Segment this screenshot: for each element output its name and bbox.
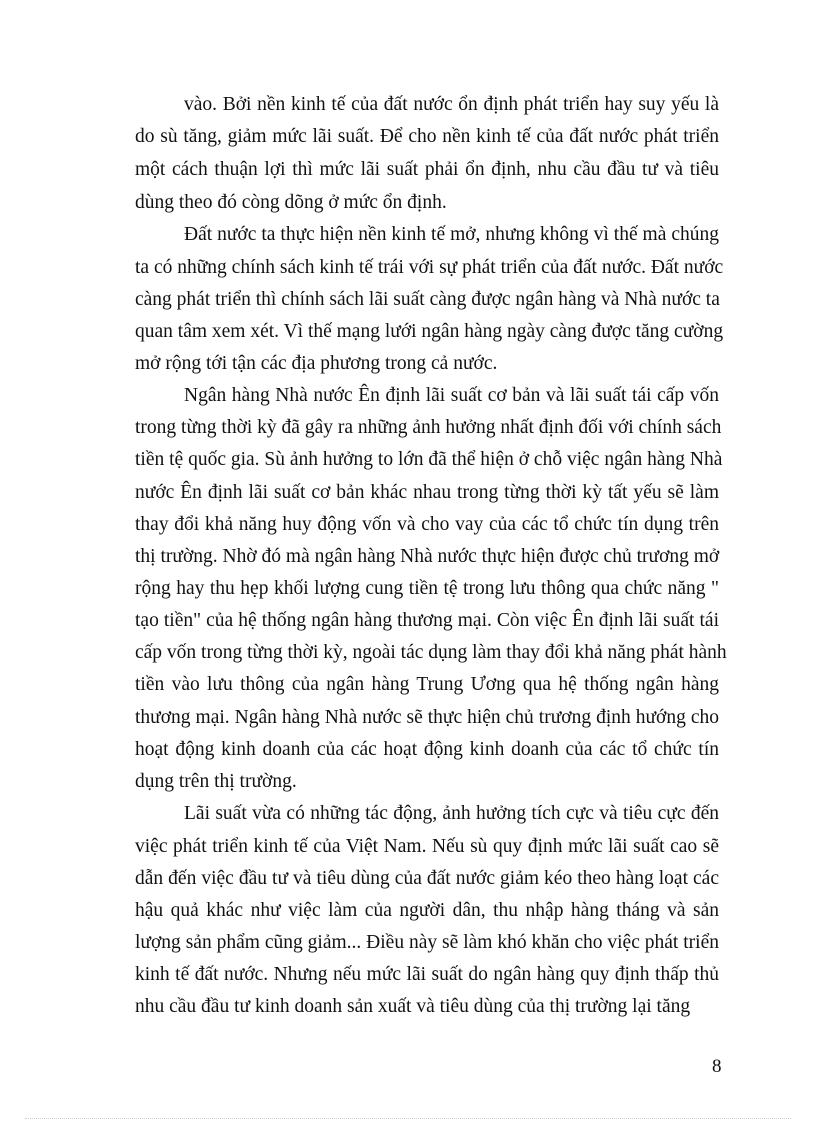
text-line: dẫn đến việc đầu tư và tiêu dùng của đất nước giảm kéo theo hàng loạt các <box>135 868 719 889</box>
text-line: việc phát triển kinh tế của Việt Nam. Nếu sù quy định mức lãi suất cao sẽ <box>135 836 719 857</box>
text-line: lượng sản phẩm cũng giảm... Điều này sẽ làm khó khăn cho việc phát triển <box>135 932 719 953</box>
text-line: vào. Bởi nền kinh tế của đất nước ổn định phát triển hay suy yếu là <box>184 94 719 115</box>
text-line: thay đổi khả năng huy động vốn và cho vay của các tổ chức tín dụng trên <box>135 514 719 535</box>
text-line: tiền tệ quốc gia. Sù ảnh hưởng to lớn đã thể hiện ở chỗ việc ngân hàng Nhà <box>135 449 723 470</box>
text-line: dụng trên thị trường. <box>135 771 297 792</box>
text-line: Đất nước ta thực hiện nền kinh tế mở, nhưng không vì thế mà chúng <box>184 224 719 245</box>
text-line: thương mại. Ngân hàng Nhà nước sẽ thực hiện chủ trương định hướng cho <box>135 707 719 728</box>
text-line: tạo tiền" của hệ thống ngân hàng thương mại. Còn việc Ên định lãi suất tái <box>135 610 719 631</box>
text-line: nhu cầu đầu tư kinh doanh sản xuất và tiêu dùng của thị trường lại tăng <box>135 996 691 1017</box>
text-line: thị trường. Nhờ đó mà ngân hàng Nhà nước thực hiện được chủ trương mở <box>135 546 720 567</box>
text-line: ta có những chính sách kinh tế trái với sự phát triển của đất nước. Đất nước <box>135 257 724 278</box>
text-line: cấp vốn trong từng thời kỳ, ngoài tác dụng làm thay đổi khả năng phát hành <box>135 642 727 663</box>
text-line: mở rộng tới tận các địa phương trong cả nước. <box>135 353 498 374</box>
text-line: Lãi suất vừa có những tác động, ảnh hưởng tích cực và tiêu cực đến <box>184 803 719 824</box>
text-line: Ngân hàng Nhà nước Ên định lãi suất cơ bản và lãi suất tái cấp vốn <box>184 385 719 406</box>
text-line: kinh tế đất nước. Nhưng nếu mức lãi suất do ngân hàng quy định thấp thủ <box>135 964 719 985</box>
text-line: một cách thuận lợi thì mức lãi suất phải ổn định, nhu cầu đầu tư và tiêu <box>135 159 719 180</box>
text-line: nước Ên định lãi suất cơ bản khác nhau trong từng thời kỳ tất yếu sẽ làm <box>135 482 719 503</box>
text-line: hậu quả khác như việc làm của người dân, thu nhập hàng tháng và sản <box>135 900 719 921</box>
text-line: do sù tăng, giảm mức lãi suất. Để cho nền kinh tế của đất nước phát triển <box>135 126 719 147</box>
text-line: dùng theo đó còng dõng ở mức ổn định. <box>135 192 447 213</box>
text-line: càng phát triển thì chính sách lãi suất càng được ngân hàng và Nhà nước ta <box>135 289 720 310</box>
text-line: hoạt động kinh doanh của các hoạt động kinh doanh của các tổ chức tín <box>135 739 719 760</box>
text-line: rộng hay thu hẹp khối lượng cung tiền tệ trong lưu thông qua chức năng " <box>135 578 719 599</box>
page-number: 8 <box>712 1056 722 1077</box>
text-line: tiền vào lưu thông của ngân hàng Trung Ương qua hệ thống ngân hàng <box>135 674 719 695</box>
footer-divider <box>25 1118 791 1119</box>
text-line: quan tâm xem xét. Vì thế mạng lưới ngân hàng ngày càng được tăng cường <box>135 321 724 342</box>
text-line: trong từng thời kỳ đã gây ra những ảnh hưởng nhất định đối với chính sách <box>135 417 722 438</box>
